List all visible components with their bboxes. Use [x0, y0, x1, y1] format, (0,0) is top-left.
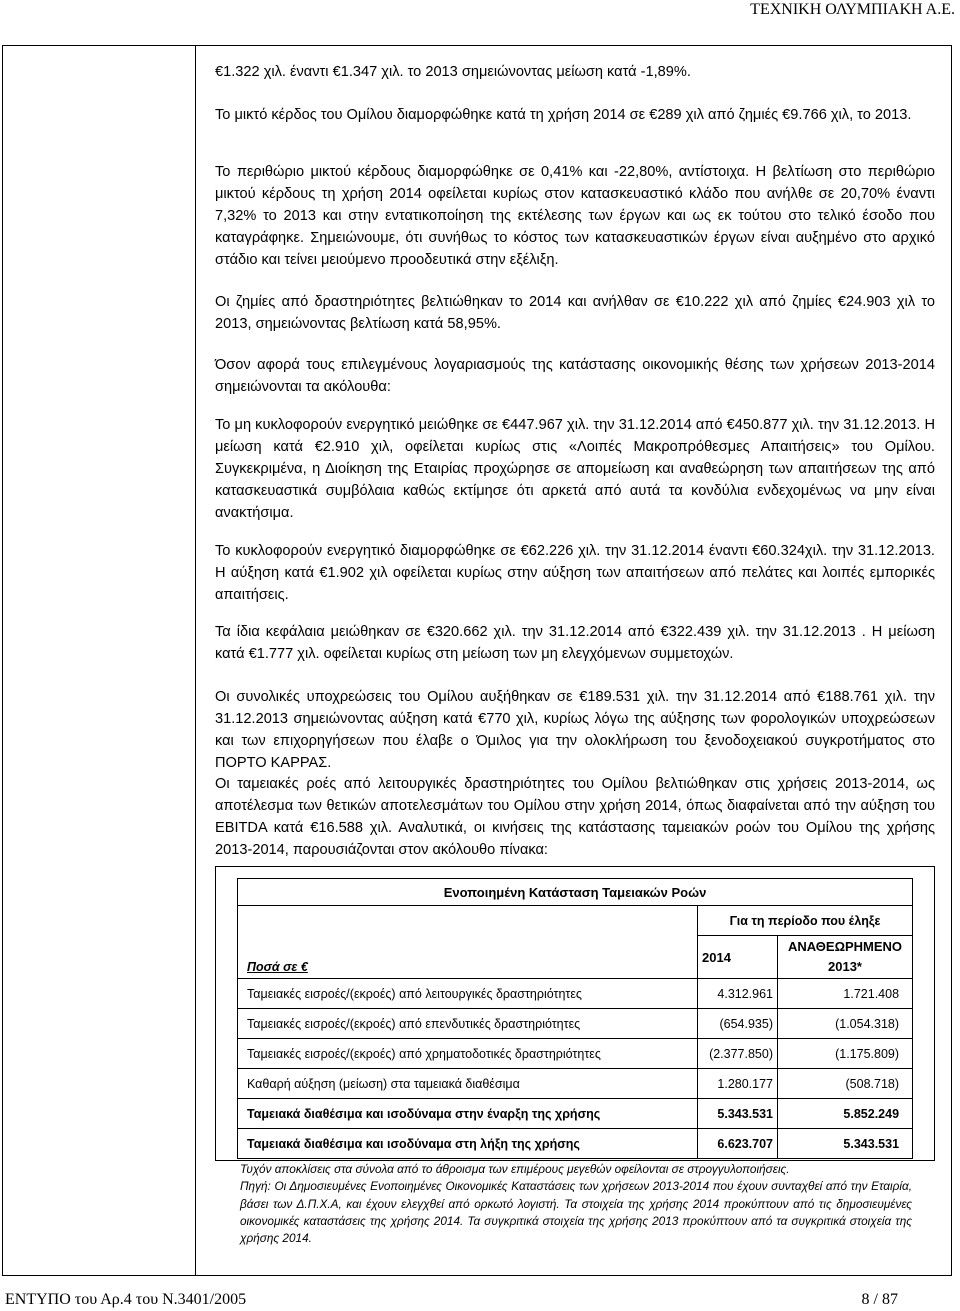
column-header-2013-revised: ΑΝΑΘΕΩΡΗΜΕΝΟ 2013*	[778, 936, 913, 979]
table-title-row	[238, 879, 913, 906]
amounts-cell	[238, 906, 698, 979]
page-number: 8 / 87	[861, 1291, 898, 1308]
paragraph-non-current-assets: Το μη κυκλοφορούν ενεργητικό μειώθηκε σε €447.967 χιλ. την 31.12.2014 από €450.877 χιλ. την 31.12.2013. Η μείωση κατά €2.910 χιλ, οφείλεται κυρίως στις «Λοιπές Μακροπρόθεσμες Απαιτήσεις» του Ομίλου. Συγκεκριμένα, η Διοίκηση της Εταιρίας προχώρησε σε απομείωση και αναθεώρηση των απαιτήσεων της από κατασκευαστικά συμβόλαια καθώς εκτίμησε ότι αρκετά από αυτά τα κονδύλια ενδεχομένως να μην είναι ανακτήσιμα.	[215, 417, 935, 521]
row-value-2014: (2.377.850)	[698, 1039, 778, 1069]
table-row	[238, 1039, 913, 1069]
row-label: Ταμειακές εισροές/(εκροές) από χρηματοδοτικές δραστηριότητες	[238, 1039, 698, 1069]
paragraph-gross-profit: Το μικτό κέρδος του Ομίλου διαμορφώθηκε κατά τη χρήση 2014 σε €289 χιλ από ζημιές €9.766 χιλ, το 2013.	[215, 107, 912, 123]
row-value-2013: 5.343.531	[778, 1129, 913, 1159]
table-row	[238, 1099, 913, 1129]
table-period-row	[238, 906, 913, 936]
paragraph-gross-margin: Το περιθώριο μικτού κέρδους διαμορφώθηκε σε 0,41% και -22,80%, αντίστοιχα. Η βελτίωση στο περιθώριο μικτού κέρδους τη χρήση 2014 οφείλεται κυρίως στον κατασκευαστικό κλάδο που ανήλθε σε 20,70% έναντι 7,32% το 2013 και στην εντατικοποίηση της εκτέλεσης των έργων και ως εκ τούτου στο τελικό έσοδο που καταγράφηκε. Σημειώνουμε, ότι συνήθως το κόστος των κατασκευαστικών έργων είναι αυξημένο στο αρχικό στάδιο και τείνει μειούμενο προοδευτικά στην εξέλιξη.	[215, 164, 935, 268]
row-label: Ταμειακές εισροές/(εκροές) από επενδυτικές δραστηριότητες	[238, 1009, 698, 1039]
paragraph-liabilities: Οι συνολικές υποχρεώσεις του Ομίλου αυξήθηκαν σε €189.531 χιλ. την 31.12.2014 από €188.761 χιλ. την 31.12.2013 σημειώνοντας αύξηση κατά €770 χιλ, κυρίως λόγω της αύξησης των φορολογικών υποχρεώσεων και των επιχορηγήσεων που έλαβε ο Όμιλος για την ολοκλήρωση του ξενοδοχειακού συγκροτήματος στο ΠΟΡΤΟ ΚΑΡΡΑΣ.	[215, 689, 935, 771]
table-title: Ενοποιημένη Κατάσταση Ταμειακών Ροών	[238, 879, 913, 906]
row-value-2013: 1.721.408	[778, 979, 913, 1009]
row-value-2014: 5.343.531	[698, 1099, 778, 1129]
source-note: Πηγή: Οι Δημοσιευμένες Ενοποιημένες Οικονομικές Καταστάσεις των χρήσεων 2013-2014 που έχουν συνταχθεί από την Εταιρία, βάσει των Δ.Π.Χ.Α, και έχουν ελεγχθεί από ορκωτό λογιστή. Τα στοιχεία της χρήσης 2014 προκύπτουν από τις δημοσιευμένες οικονομικές καταστάσεις της χρήσης 2014. Τα συγκριτικά στοιχεία της χρήσης 2013 προκύπτουν από τα συγκριτικά στοιχεία της χρήσης 2014.	[240, 1179, 912, 1246]
row-value-2013: (1.054.318)	[778, 1009, 913, 1039]
paragraph-equity: Τα ίδια κεφάλαια μειώθηκαν σε €320.662 χιλ. την 31.12.2014 από €322.439 χιλ. την 31.12.2013 . Η μείωση κατά €1.777 χιλ. οφείλεται κυρίως στη μείωση των μη ελεγχόμενων συμμετοχών.	[215, 624, 935, 662]
row-label: Καθαρή αύξηση (μείωση) στα ταμειακά διαθέσιμα	[238, 1069, 698, 1099]
company-header: ΤΕΧΝΙΚΗ ΟΛΥΜΠΙΑΚΗ Α.Ε.	[750, 1, 955, 18]
paragraph-balance-sheet-intro: Όσον αφορά τους επιλεγμένους λογαριασμούς της κατάστασης οικονομικής θέσης των χρήσεων 2013-2014 σημειώνονται τα ακόλουθα:	[215, 357, 935, 395]
cash-flow-table	[237, 878, 913, 1159]
amounts-label: Ποσά σε €	[247, 960, 308, 974]
footer-form-reference: ΕΝΤΥΠΟ του Αρ.4 του Ν.3401/2005	[5, 1291, 247, 1308]
table-row	[238, 1009, 913, 1039]
table-notes	[240, 1161, 912, 1247]
row-value-2014: 4.312.961	[698, 979, 778, 1009]
row-label: Ταμειακές εισροές/(εκροές) από λειτουργικές δραστηριότητες	[238, 979, 698, 1009]
row-value-2014: 6.623.707	[698, 1129, 778, 1159]
rounding-note: Τυχόν αποκλίσεις στα σύνολα από το άθροισμα των επιμέρους μεγεθών οφείλονται σε στρογγυλοποιήσεις.	[240, 1162, 790, 1176]
table-row	[238, 1069, 913, 1099]
row-label: Ταμειακά διαθέσιμα και ισοδύναμα στη λήξη της χρήσης	[238, 1129, 698, 1159]
row-label: Ταμειακά διαθέσιμα και ισοδύναμα στην έναρξη της χρήσης	[238, 1099, 698, 1129]
row-value-2013: 5.852.249	[778, 1099, 913, 1129]
table-row	[238, 979, 913, 1009]
paragraph-cash-flows: Οι ταμειακές ροές από λειτουργικές δραστηριότητες του Ομίλου βελτιώθηκαν στις χρήσεις 2013-2014, ως αποτέλεσμα των θετικών αποτελεσμάτων του Ομίλου στην χρήση 2014, όπως διαφαίνεται από την αύξηση του EBITDA κατά €16.588 χιλ. Αναλυτικά, οι κινήσεις της κατάστασης ταμειακών ροών του Ομίλου της χρήσης 2013-2014, παρουσιάζονται στον ακόλουθο πίνακα:	[215, 776, 935, 858]
period-header: Για τη περίοδο που έληξε	[698, 906, 913, 936]
paragraph-operating-losses: Οι ζημίες από δραστηριότητες βελτιώθηκαν το 2014 και ανήλθαν σε €10.222 χιλ από ζημίες €24.903 χιλ το 2013, σημειώνοντας βελτίωση κατά 58,95%.	[215, 294, 935, 332]
paragraph-current-assets: Το κυκλοφορούν ενεργητικό διαμορφώθηκε σε €62.226 χιλ. την 31.12.2014 έναντι €60.324χιλ. την 31.12.2013. Η αύξηση κατά €1.902 χιλ οφείλεται κυρίως στην αύξηση των απαιτήσεων από πελάτες και λοιπές εμπορικές απαιτήσεις.	[215, 543, 935, 603]
column-header-2014: 2014	[698, 936, 778, 979]
row-value-2013: (1.175.809)	[778, 1039, 913, 1069]
frame-column-divider	[195, 45, 196, 1276]
paragraph-revenue: €1.322 χιλ. έναντι €1.347 χιλ. το 2013 σημειώνοντας μείωση κατά -1,89%.	[215, 64, 691, 80]
row-value-2013: (508.718)	[778, 1069, 913, 1099]
table-row	[238, 1129, 913, 1159]
row-value-2014: 1.280.177	[698, 1069, 778, 1099]
row-value-2014: (654.935)	[698, 1009, 778, 1039]
